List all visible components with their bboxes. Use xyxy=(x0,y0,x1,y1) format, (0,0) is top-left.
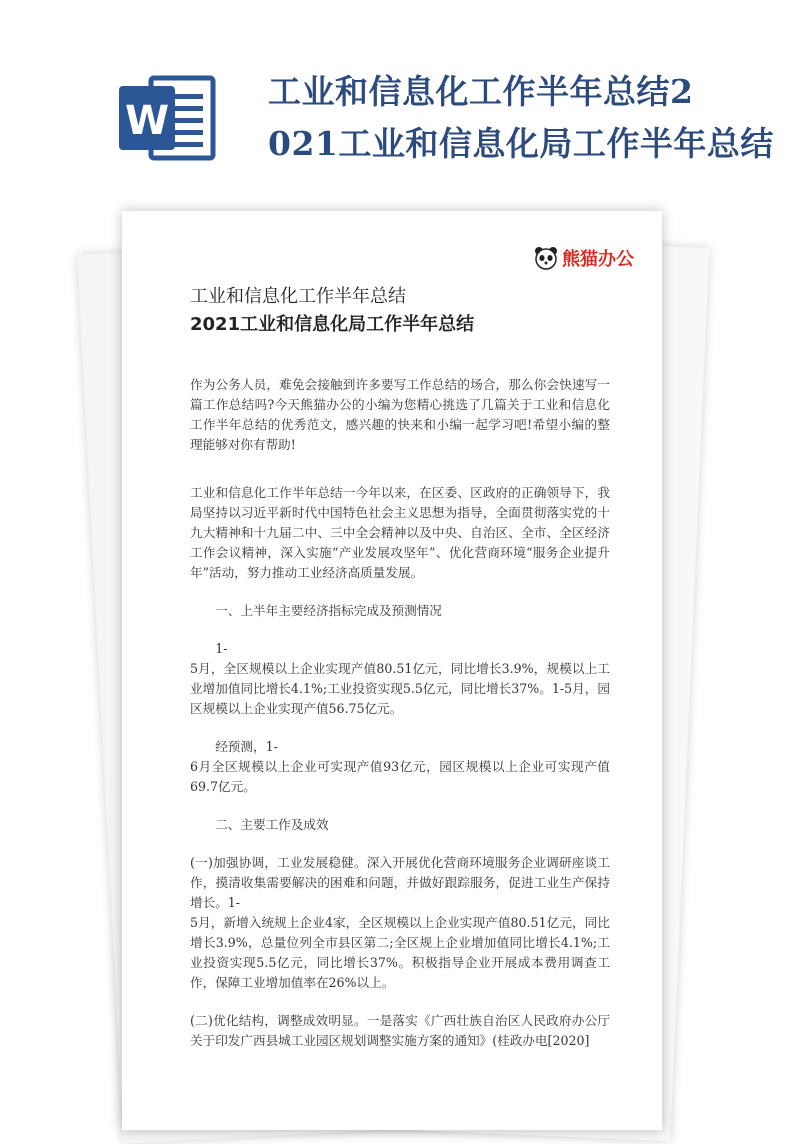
document-title-line-2: 2021工业和信息化局工作半年总结 xyxy=(190,314,475,335)
paragraph-3 xyxy=(190,737,610,797)
page-title xyxy=(268,66,788,170)
section-heading-2: 二、主要工作及成效 xyxy=(215,817,329,832)
section-heading-1: 一、上半年主要经济指标完成及预测情况 xyxy=(215,603,442,618)
document-page xyxy=(122,211,662,1130)
paragraph-1: 工业和信息化工作半年总结一今年以来，在区委、区政府的正确领导下，我局坚持以习近平新时代中国特色社会主义思想为指导，全面贯彻落实党的十九大精神和十九届二中、三中全会精神以及中央、自治区、全市、全区经济工作会议精神，深入实施“产业发展攻坚年”、优化营商环境“服务企业提升年”活动，努力推动工业经济高质量发展。 xyxy=(190,485,610,580)
header-banner xyxy=(0,0,800,200)
document-title-line-1: 工业和信息化工作半年总结 xyxy=(190,286,406,307)
paragraph-4-body: 5月，新增入统规上企业4家，全区规模以上企业实现产值80.51亿元，同比增长3.9%，总量位列全市县区第二;全区规上企业增加值同比增长4.1%;工业投资实现5.5亿元，同比增长37%。积极指导企业开展成本费用调查工作，保障工业增加值率在26%以上。 xyxy=(190,915,610,990)
paragraph-3-body: 6月全区规模以上企业可实现产值93亿元，园区规模以上企业可实现产值69.7亿元。 xyxy=(190,759,610,794)
document-body xyxy=(190,375,610,1069)
svg-text:W: W xyxy=(124,98,170,144)
paragraph-2 xyxy=(190,639,610,719)
brand-logo xyxy=(534,245,634,271)
paragraph-4 xyxy=(190,853,610,993)
paragraph-5: (二)优化结构，调整成效明显。一是落实《广西壮族自治区人民政府办公厅关于印发广西县城工业园区规划调整实施方案的通知》(桂政办电[2020] xyxy=(190,1013,610,1048)
paragraph-2-body: 5月，全区规模以上企业实现产值80.51亿元，同比增长3.9%，规模以上工业增加值同比增长4.1%;工业投资实现5.5亿元，同比增长37%。1-5月，园区规模以上企业实现产值56.75亿元。 xyxy=(190,661,610,716)
title-line-2: 021工业和信息化局工作半年总结 xyxy=(268,124,774,163)
title-line-1: 工业和信息化工作半年总结2 xyxy=(268,72,694,111)
document-title xyxy=(190,283,610,339)
paragraph-3-lead: 经预测，1- xyxy=(215,739,278,754)
paragraph-4-lead: (一)加强协调，工业发展稳健。深入开展优化营商环境服务企业调研座谈工作，摸清收集需要解决的困难和问题，并做好跟踪服务，促进工业生产保持增长。1- xyxy=(190,855,610,910)
word-document-icon xyxy=(113,68,223,168)
brand-label: 熊猫办公 xyxy=(562,249,634,270)
paragraph-2-lead: 1- xyxy=(215,641,228,656)
paragraph-intro: 作为公务人员，难免会接触到许多要写工作总结的场合，那么你会快速写一篇工作总结吗?今天熊猫办公的小编为您精心挑选了几篇关于工业和信息化工作半年总结的优秀范文，感兴趣的快来和小编一起学习吧!希望小编的整理能够对你有帮助! xyxy=(190,377,610,452)
panda-icon xyxy=(534,246,558,270)
